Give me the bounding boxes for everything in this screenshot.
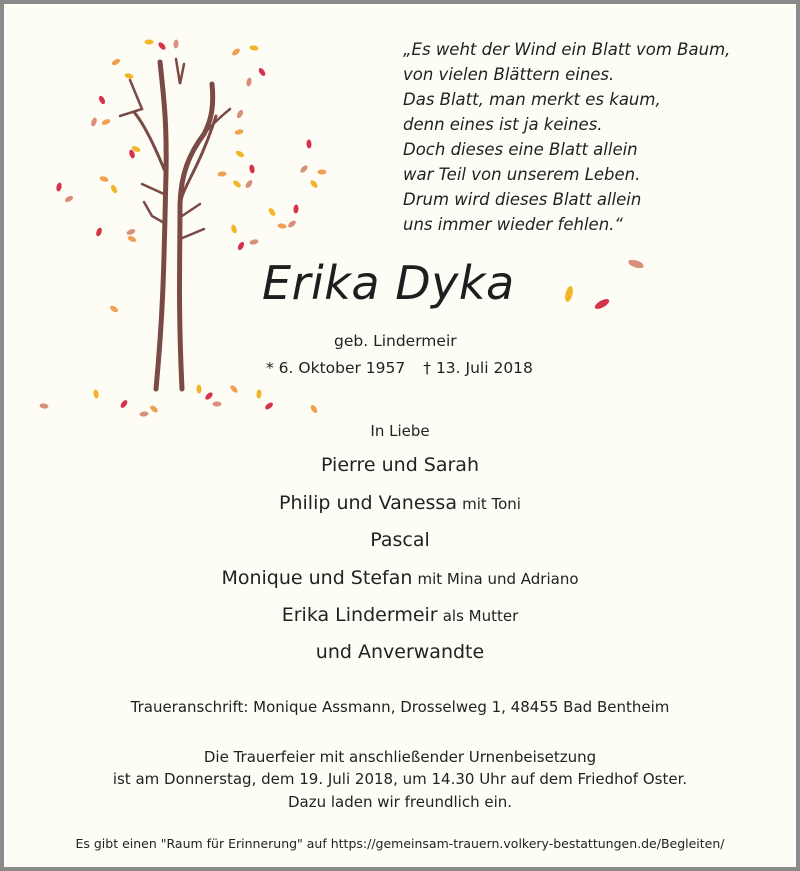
leaf-icon	[99, 175, 109, 182]
leaf-icon	[39, 403, 49, 409]
leaf-icon	[231, 47, 241, 57]
mourner-extra: als Mutter	[442, 607, 519, 625]
leaf-icon	[293, 204, 299, 213]
leaf-icon	[119, 399, 128, 409]
mourner-name: Erika Lindermeir	[281, 604, 438, 626]
leaf-icon	[173, 39, 179, 48]
leaf-icon	[101, 118, 111, 126]
leaf-icon	[157, 41, 167, 51]
mourner-name: Pascal	[370, 529, 430, 551]
mourner-extra: mit Mina und Adriano	[417, 570, 579, 588]
mourner-extra: mit Toni	[462, 495, 521, 513]
leaf-icon	[229, 384, 239, 394]
leaf-icon	[56, 182, 63, 192]
leaf-icon	[309, 179, 319, 189]
leaf-icon	[230, 224, 238, 234]
leaf-icon	[299, 164, 309, 174]
poem-line: Das Blatt, man merkt es kaum,	[403, 90, 661, 109]
leaf-icon	[277, 223, 287, 229]
poem-line: uns immer wieder fehlen.“	[403, 215, 623, 234]
birth-date: * 6. Oktober 1957	[266, 359, 406, 377]
mourner-line	[4, 454, 796, 476]
poem-line: denn eines ist ja keines.	[403, 115, 603, 134]
leaf-icon	[124, 72, 134, 79]
leaf-icon	[110, 184, 118, 194]
leaf-icon	[249, 164, 256, 174]
poem	[403, 37, 730, 237]
poem-line: von vielen Blättern eines.	[403, 65, 615, 84]
leaf-icon	[127, 235, 137, 243]
leaf-icon	[109, 304, 119, 313]
leaf-icon	[111, 58, 121, 67]
leaf-icon	[267, 207, 276, 217]
mourner-line	[4, 641, 796, 663]
leaf-icon	[212, 401, 221, 406]
mourner-line	[4, 492, 796, 514]
leaf-icon	[149, 404, 159, 414]
leaf-icon	[306, 139, 311, 148]
poem-line: Doch dieses eine Blatt allein	[403, 140, 638, 159]
leaf-icon	[593, 297, 610, 311]
death-date: † 13. Juli 2018	[423, 359, 533, 377]
leaf-icon	[237, 241, 246, 251]
leaf-icon	[564, 285, 575, 302]
leaf-icon	[235, 149, 245, 158]
tree-trunk-icon	[120, 59, 230, 389]
leaf-icon	[204, 391, 214, 401]
leaf-icon	[249, 45, 259, 51]
mourners-intro: In Liebe	[370, 422, 430, 440]
leaf-icon	[627, 258, 644, 270]
leaf-icon	[236, 109, 245, 119]
mourner-line	[4, 604, 796, 626]
leaf-icon	[232, 179, 242, 189]
leaf-icon	[249, 238, 259, 245]
leaf-icon	[234, 128, 244, 135]
mourner-name: Monique und Stefan	[221, 567, 413, 589]
leaf-icon	[257, 67, 266, 77]
ceremony-line: Dazu laden wir freundlich ein.	[287, 793, 513, 811]
poem-line: war Teil von unserem Leben.	[403, 165, 641, 184]
mourning-address: Traueranschrift: Monique Assmann, Drosselweg 1, 48455 Bad Bentheim	[130, 698, 670, 716]
leaf-icon	[246, 77, 253, 87]
poem-line: Drum wird dieses Blatt allein	[403, 190, 642, 209]
leaf-icon	[244, 179, 253, 189]
leaf-icon	[264, 401, 274, 410]
leaf-icon	[287, 219, 297, 228]
leaf-icon	[256, 389, 262, 398]
leaf-icon	[317, 169, 326, 174]
leaf-icon	[309, 404, 318, 414]
leaf-icon	[196, 384, 201, 393]
mourner-name: und Anverwandte	[315, 641, 485, 663]
ceremony-line: ist am Donnerstag, dem 19. Juli 2018, um 14.30 Uhr auf dem Friedhof Oster.	[112, 770, 688, 788]
obituary-notice	[4, 4, 796, 867]
life-dates	[266, 359, 551, 377]
mourner-line	[4, 529, 796, 551]
deceased-name: Erika Dyka	[262, 256, 515, 310]
memorial-link[interactable]: Es gibt einen "Raum für Erinnerung" auf https://gemeinsam-trauern.volkery-bestattungen.de/Begleiten/	[75, 836, 725, 851]
maiden-name: geb. Lindermeir	[334, 332, 457, 350]
leaf-icon	[90, 117, 98, 127]
poem-line: „Es weht der Wind ein Blatt vom Baum,	[403, 40, 731, 59]
leaf-icon	[93, 389, 99, 399]
mourner-line	[4, 567, 796, 589]
leaf-icon	[126, 228, 136, 236]
mourner-name: Pierre und Sarah	[321, 454, 479, 476]
leaf-icon	[139, 411, 148, 417]
leaf-icon	[145, 40, 154, 45]
leaf-icon	[98, 95, 107, 105]
leaf-icon	[95, 227, 103, 237]
leaf-icon	[64, 195, 74, 204]
ceremony-line: Die Trauerfeier mit anschließender Urnenbeisetzung	[203, 748, 597, 766]
mourner-name: Philip und Vanessa	[279, 492, 457, 514]
leaf-icon	[217, 171, 227, 177]
